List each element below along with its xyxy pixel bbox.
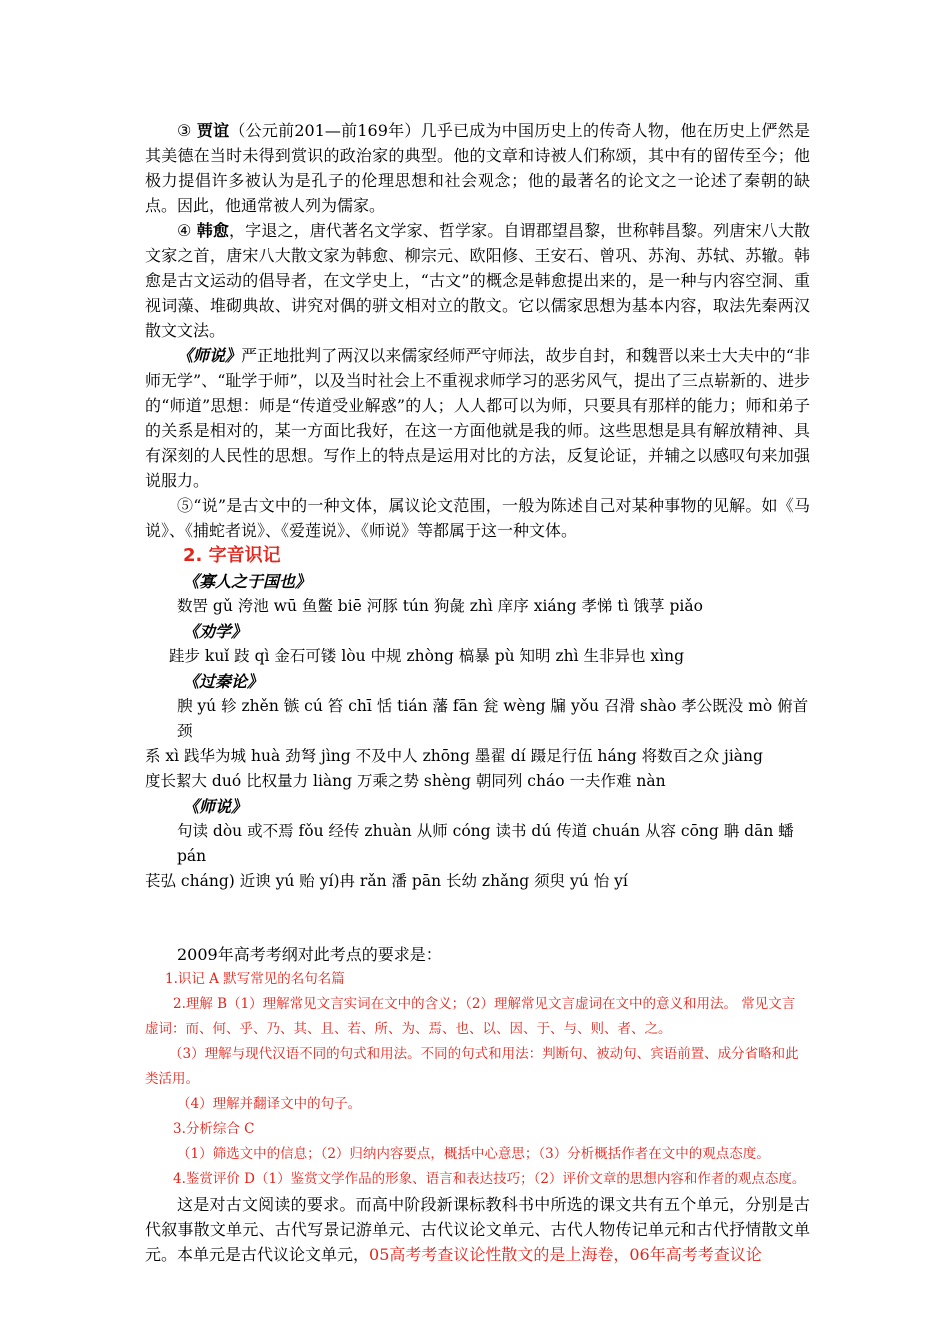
requirement-line: （1）筛选文中的信息；（2）归纳内容要点，概括中心意思；（3）分析概括作者在文中的观点态度。: [177, 1146, 770, 1162]
requirement-line: 4.鉴赏评价 D（1）鉴赏文学作品的形象、语言和表达技巧；（2）评价文章的思想内容和作者的观点态度。: [173, 1171, 806, 1187]
pinyin-line: 句读 dòu 或不焉 fǒu 经传 zhuàn 从师 cóng 读书 dú 传道 chuán 从容 cōng 聃 dān 蟠 pán: [177, 822, 794, 865]
pinyin-line: 苌弘 cháng) 近谀 yú 贻 yí)冉 rǎn 潘 pān 长幼 zhǎng 须臾 yú 怡 yí: [145, 872, 628, 890]
item-mark: ③: [177, 121, 192, 140]
paragraph-shuo-genre: [145, 493, 810, 543]
group-title: 《寡人之于国也》: [183, 572, 312, 591]
requirement-line: （4）理解并翻译文中的句子。: [177, 1096, 362, 1112]
paragraph-han-yu: [145, 218, 810, 343]
requirement-line: 2.理解 B（1）理解常见文言实词在文中的含义；（2）理解常见文言虚词在文中的意义和用法。 常见文言: [173, 996, 796, 1012]
paragraph-text: （公元前201—前169年）几乎已成为中国历史上的传奇人物，他在历史上俨然是其美德在当时未得到赏识的政治家的典型。他的文章和诗被人们称颂，其中有的留传至今；他极力提倡许多被认为是孔子的伦理思想和社会观念；他的最著名的论文之一论述了秦朝的缺点。因此，他通常被人列为儒家。: [145, 121, 810, 215]
pinyin-line: 腴 yú 轸 zhěn 镞 cú 笞 chī 恬 tián 藩 fān 瓮 wèng 牖 yǒu 召滑 shào 孝公既没 mò 俯首颈: [177, 697, 809, 740]
pinyin-line: 跬步 kuǐ 跂 qì 金石可镂 lòu 中规 zhòng 槁暴 pù 知明 zhì 生非异也 xìng: [169, 647, 685, 665]
requirement-line: 3.分析综合 C: [173, 1121, 255, 1137]
work-title: 《师说》: [177, 346, 242, 365]
paragraph-text: 这是对古文阅读的要求。而高中阶段新课标教科书中所选的课文共有五个单元，分别是古代叙事散文单元、古代写景记游单元、古代议论文单元、古代人物传记单元和古代抒情散文单元。本单元是古代议论文单元，: [145, 1195, 810, 1264]
paragraph-text: 严正地批判了两汉以来儒家经师严守师法，故步自封，和魏晋以来士大夫中的“非师无学”、“耻学于师”，以及当时社会上不重视求师学习的恶劣风气，提出了三点崭新的、进步的“师道”思想：师是“传道受业解惑”的人；人人都可以为师，只要具有那样的能力；师和弟子的关系是相对的，某一方面比我好，在这一方面他就是我的师。这些思想是具有解放精神、具有深刻的人民性的思想。写作上的特点是运用对比的方法，反复论证，并辅之以感叹句来加强说服力。: [145, 346, 810, 490]
pinyin-line: 数罟 gǔ 洿池 wū 鱼鳖 biē 河豚 tún 狗彘 zhì 庠序 xiáng 孝悌 tì 饿莩 piǎo: [177, 597, 703, 615]
paragraph-jia-yi: [145, 118, 810, 218]
requirement-line: 虚词：而、何、乎、乃、其、且、若、所、为、焉、也、以、因、于、与、则、者、之。: [145, 1021, 672, 1037]
spacer: [145, 894, 810, 942]
item-mark: ⑤: [177, 496, 194, 515]
pinyin-line: 度长絜大 duó 比权量力 liàng 万乘之势 shèng 朝同列 cháo 一夫作难 nàn: [145, 772, 666, 790]
item-mark: ④: [177, 221, 192, 240]
requirement-line: 1.识记 A 默写常见的名句名篇: [165, 971, 345, 987]
closing-paragraph: [145, 1192, 810, 1267]
group-title: 《师说》: [183, 797, 248, 816]
paragraph-text: ，字退之，唐代著名文学家、哲学家。自谓郡望昌黎，世称韩昌黎。列唐宋八大散文家之首，唐宋八大散文家为韩愈、柳宗元、欧阳修、王安石、曾巩、苏洵、苏轼、苏辙。韩愈是古文运动的倡导者，在文学史上，“古文”的概念是韩愈提出来的，是一种与内容空洞、重视词藻、堆砌典故、讲究对偶的骈文相对立的散文。它以儒家思想为基本内容，取法先秦两汉散文文法。: [145, 221, 810, 340]
requirement-line: 类活用。: [145, 1071, 199, 1087]
group-title: 《劝学》: [183, 622, 248, 641]
section-title: 2. 字音识记: [183, 545, 281, 566]
highlight-text: 05高考考查议论性散文的是上海卷，06年高考考查议论: [369, 1245, 762, 1264]
document-page: [145, 118, 810, 1267]
pinyin-line: 系 xì 践华为城 huà 劲弩 jìng 不及中人 zhōng 墨翟 dí 蹑足行伍 háng 将数百之众 jiàng: [145, 747, 763, 765]
paragraph-text: “说”是古文中的一种文体，属议论文范围，一般为陈述自己对某种事物的见解。如《马说》、《捕蛇者说》、《爱莲说》、《师说》等都属于这一种文体。: [145, 496, 810, 540]
requirements-intro: 2009年高考考纲对此考点的要求是：: [177, 945, 442, 964]
paragraph-shishuo: [145, 343, 810, 493]
requirement-line: （3）理解与现代汉语不同的句式和用法。不同的句式和用法：判断句、被动句、宾语前置、成分省略和此: [169, 1046, 799, 1062]
group-title: 《过秦论》: [183, 672, 264, 691]
person-name: 韩愈: [196, 221, 230, 240]
person-name: 贾谊: [196, 121, 230, 140]
